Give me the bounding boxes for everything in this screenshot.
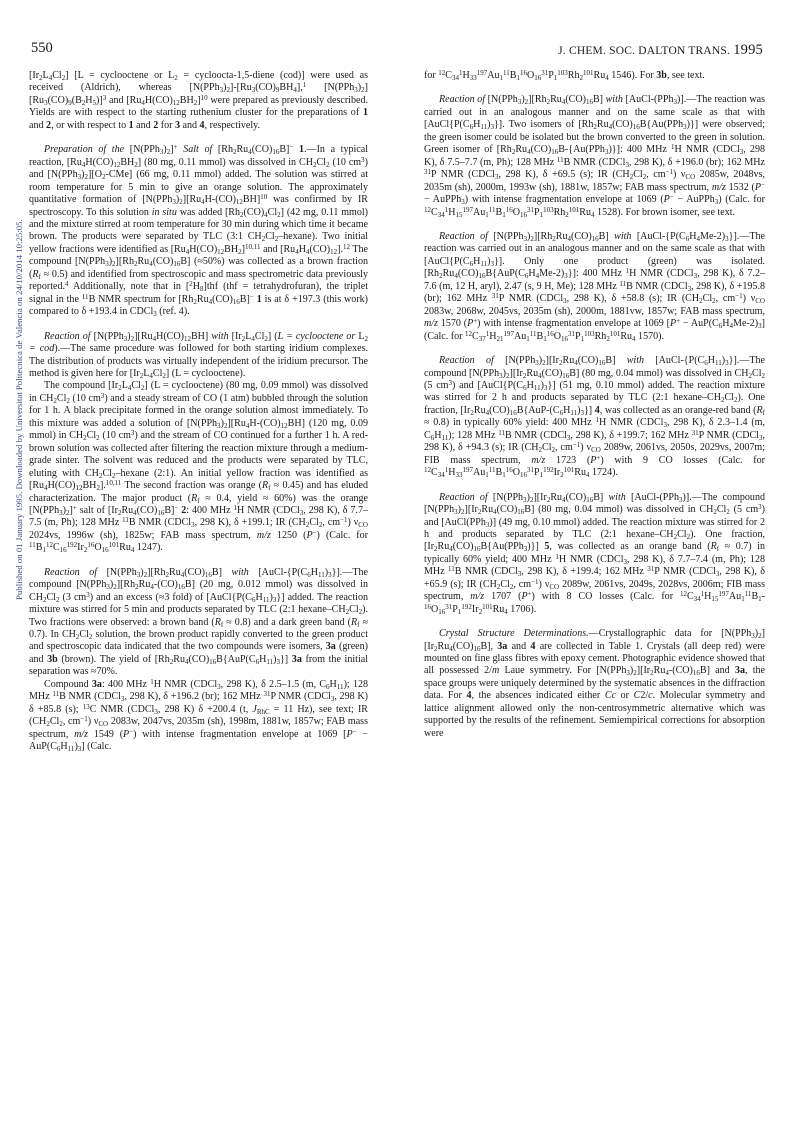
paragraph-preparation-salt: Preparation of the $[N(PPh_3)_2]^+$ Salt of $[Rh_2Ru_4(CO)_{16}B]^-$ 1.—In a typical reaction, $[Ru_4H(CO)_{12}BH_2]$ (80 mg, 0.11 mmol) was dissolved in $CH_2Cl_2$ (10 $cm^3$) and $[N(PPh_3)_2][O_2-CMe]$ (66 mg, 0.11 mmol) added. The solution was stirred at room temperature for 5 min to give an orange solution. The approximately quantitative formation of $[N(PPh_3)_2][Ru_4H-(CO)_{12}BH]^{10}$ was confirmed by IR spectroscopy. To this solution in situ was added $[Rh_2(CO)_4Cl_2]$ (42 mg, 0.11 mmol) and the mixture stirred at room temperature for 30 min during which time it became brown. The products were separated by TLC (3:1 $CH_2Cl_2-hexane$). Two initial yellow fractions were identified as $[Ru_4H(CO)_{12}BH_2]^{10,11}$ and $[Ru_4H_4(CO)_{12}].^{12}$ The compound $[N(PPh_3)_2][Rh_2Ru_4(CO)_{16}B]$ (≈50%) was collected as a brown fraction $(R_f \approx 0.5)$ and identified from spectroscopic and mass spectrometric data previously reported.$^4$ Additionally, note that in $[^2H_8]thf$ (thf = tetrahydrofuran), the triplet signal in the $^{11}$B NMR spectrum for $[Rh_2Ru_4(CO)_{16}B]^-$ 1 is at δ +197.3 (this work) compared to δ +193.4 in CDCl$_3$ (ref. 4). — [29, 143, 369, 319]
download-notice: Published on 01 January 1995. Downloaded by Universitat Politecnica de Valencia on 24/10/2014 10:25:05. — [14, 219, 24, 600]
right-column — [424, 70, 765, 740]
paragraph-compound-3-continued: for $^{12}C_{34}^1H_{33}^{197}Au_1^{11}B_1^{16}O_{16}^{31}P_1^{103}Rh_2^{101}Ru_4$ 1546). For 3b, see text. — [424, 69, 705, 82]
download-watermark — [2, 120, 24, 1000]
paragraph-compound-5: Reaction of $[N(PPh_3)_2][Ir_2Ru_4(CO)_{16}B]$ with [AuCl-(PPh$_3$)].—The compound $[N(PPh_3)_2][Ir_2Ru_4(CO)_{16}B]$ (80 mg, 0.04 mmol) was dissolved in $CH_2Cl_2$ (5 $cm^3$) and [AuCl(PPh$_3$)] (49 mg, 0.10 mmol) added. The reaction mixture was stirred for 2 h and products separated by TLC (2:1 hexane–$CH_2Cl_2$). One fraction, $[Ir_2Ru_4(CO)_{16}B\{Au(PPh_3)\}]$ 5, was collected as an orange band $(R_f \approx 0.7)$ in typically 60% yield; 400 MHz $^1$H NMR (CDCl$_3$, 298 K), δ 7.7–7.4 (m, Ph); 128 MHz $^{11}$B NMR (CDCl$_3$, 298 K), δ +199.4; 162 MHz $^{31}$P NMR (CDCl$_3$, 298 K), δ +65.9 (s); IR ($CH_2Cl_2$, $cm^{-1}$) $\nu_{CO}$ 2089w, 2061vs, 2049s, 2028vs, 2006m; FIB mass spectrum, m/z 1707 (P+) with 8 CO losses (Calc. for $^{12}C_{34}^1H_{15}^{197}Au_1^{11}B_1-^{16}O_{16}^{31}P_1^{192}Ir_2^{101}Ru_4$ 1706). — [424, 491, 765, 616]
journal-year: 1995 — [733, 42, 763, 58]
paragraph-auclpph3-reaction: Reaction of $[N(PPh_3)_2][Rh_2Ru_4(CO)_{16}B]$ with [AuCl-(PPh$_3$)].—The reaction was carried out in an analogous manner and on the same scale as that with $[AuCl\{P(C_6H_{11})_3\}]$. Two isomers of $[Rh_2Ru_4(CO)_{16}B\{Au(PPh_3)\}]$ were observed; the green isomer could be isolated but the brown converted to the green in solution. Green isomer of $[Rh_2Ru_4(CO)_{16}B-\{Au(PPh_3)\}]$: 400 MHz $^1$H NMR (CDCl$_3$, 298 K), δ 7.5–7.7 (m, Ph); 128 MHz $^{11}$B NMR (CDCl$_3$, 298 K), δ +196.0 (br); 162 MHz $^{31}$P NMR (CDCl$_3$, 298 K), δ +69.5 (s); IR ($CH_2Cl_2$, $cm^{-1}$) $\nu_{CO}$ 2085w, 2048vs, 2035m (sh), 2000m, 1993w (sh), 1881w, 1857w; FAB mass spectrum, m/z 1532 (P− − AuPPh$_3$) with intense fragmentation envelope at 1069 (P− − AuPPh$_3$) (Calc. for $^{12}C_{34}^1H_{15}^{197}Au_1^{11}B_1^{16}O_{16}^{31}P_1^{103}Rh_2^{101}Ru_4$ 1528). For brown isomer, see text. — [424, 94, 765, 219]
left-column — [29, 70, 368, 754]
page-number: 550 — [31, 40, 53, 56]
journal-name: J. CHEM. SOC. DALTON TRANS. — [558, 45, 731, 57]
paragraph-compound-3: Reaction of $[N(PPh_3)_2][Rh_2Ru_4(CO)_{16}B]$ with $[AuCl-\{P(C_6H_{11})_3\}].—The$ compound $[N(PPh_3)_2][Rh_2Ru_4-(CO)_{16}B]$ (20 mg, 0.012 mmol) was dissolved in $CH_2Cl_2$ (3 $cm^3$) and an excess (≈3 fold) of $[AuCl\{P(C_6H_{11})_3\}]$ added. The reaction mixture was stirred for 5 min and products separated by TLC (2:1 hexane–$CH_2Cl_2$). Two fractions were observed: a brown band $(R_f \approx 0.8)$ and a dark green band $(R_f \approx 0.7)$. In $CH_2Cl_2$ solution, the brown product rapidly converted to the green product and spectroscopic data indicated that the two compounds were isomers, 3a (green) and 3b (brown). The yield of $[Rh_2Ru_4(CO)_{16}B\{AuP(C_6H_{11})_3\}]$ 3a from the initial separation was ≈70%. — [29, 566, 369, 678]
paragraph-starting-materials: $[Ir_2L_4Cl_2] [L$ = cyclooctene or $L_2$ = cycloocta-1,5-diene (cod)] were used as received (Aldrich), whereas $[N(PPh_3)_2]-[Ru_3(CO)_9BH_4],^1$ $[N(PPh_3)_2][Ru_3(CO)_9(B_2H_5)]^3$ and $[Ru_4H(CO)_{12}BH_2]^{10}$ were prepared as previously described. Yields are with respect to the starting ruthenium cluster for the preparations of 1 and 2, or with respect to 1 and 2 for 3 and 4, respectively. — [29, 70, 368, 131]
paragraph-compound-4: Reaction of $[N(PPh_3)_2][Ir_2Ru_4(CO)_{16}B]$ with $[AuCl-\{P(C_6H_{11})_3\}].—The$ compound $[N(PPh_3)_2][Ir_2Ru_4(CO)_{16}B]$ (80 mg, 0.04 mmol) was dissolved in $CH_2Cl_2$ (5 $cm^3$) and $[AuCl\{P(C_6H_{11})_3\}]$ (51 mg, 0.10 mmol) added. The reaction mixture was stirred for 2 h and products separated by TLC (2:1 hexane–$CH_2Cl_2$). One fraction, $[Ir_2Ru_4(CO)_{16}B\{AuP-(C_6H_{11})_3\}]$ 4, was collected as an orange-red band $(R_f \approx 0.8)$ in typically 60% yield: 400 MHz $^1$H NMR (CDCl$_3$, 298 K), δ 2.3–1.4 (m, $C_6H_{11}$); 128 MHz $^{11}$B NMR (CDCl$_3$, 298 K), δ +199.7; 162 MHz $^{31}$P NMR (CDCl$_3$, 298 K), δ +94.3 (s); IR ($CH_2Cl_2$, $cm^{-1}$) $\nu_{CO}$ 2089w, 2061vs, 2050s, 2029vs, 2007m; FIB mass spectrum, m/z 1723 (P+) with 9 CO losses (Calc. for $^{12}C_{34}^1H_{33}^{197}Au_1^{11}B_1^{16}O_{16}^{31}P_1^{192}Ir_2^{101}Ru_4$ 1724). — [424, 355, 766, 480]
paragraph-compound-3a: Compound 3a: 400 MHz $^1$H NMR (CDCl$_3$, 298 K), δ 2.5–1.5 (m, $C_6H_{11}$); 128 MHz $^{11}$B NMR (CDCl$_3$, 298 K), δ +196.2 (br); 162 MHz $^{31}$P NMR (CDCl$_3$, 298 K) δ +85.8 (s); $^{13}$C NMR (CDCl$_3$, 298 K) δ +200.4 (t, $J_{RhC} = 11$ Hz), see text; IR ($CH_2Cl_2$, $cm^{-1}$) $\nu_{CO}$ 2083w, 2047vs, 2035m (sh), 1998m, 1881w, 1857w; FAB mass spectrum, m/z 1549 (P−) with intense fragmentation envelope at 1069 $[P^- - AuP(C_6H_{11})_3]$ (Calc. — [29, 677, 369, 754]
paragraph-tolyl-reaction: Reaction of $[N(PPh_3)_2][Rh_2Ru_4(CO)_{16}B]$ with $[AuCl-\{P(C_6H_4Me-2)_3\}].—The$ reaction was carried out in an analogous manner and on the same scale as that with $[AuCl\{P(C_6H_{11})_3\}]$. Only one product (green) was isolated. $[Rh_2Ru_4(CO)_{16}B\{AuP(C_6H_4Me-2)_3\}]$: 400 MHz $^1$H NMR (CDCl$_3$, 298 K), δ 7.2–7.6 (m, 12 H, aryl), 2.47 (s, 9 H, Me); 128 MHz $^{11}$B NMR (CDCl$_3$, 298 K), δ +195.8 (br); 162 MHz $^{31}$P NMR (CDCl$_3$, 298 K), δ +58.8 (s); IR ($CH_2Cl_2$, $cm^{-1}$) $\nu_{CO}$ 2083w, 2068w, 2045vs, 2035m (sh), 2000m, 1881vw, 1857w; FAB mass spectrum, m/z 1570 (P+) with intense fragmentation envelope at 1069 $[P^+ - AuP(C_6H_4Me-2)_3]$ (Calc. for $^{12}C_{37}^1H_{21}^{197}Au_1^{11}B_1^{16}O_{16}^{31}P_1^{103}Rh_2^{101}Ru_4$ 1570). — [424, 230, 765, 343]
paragraph-crystal-structure: Crystal Structure Determinations.—Crystallographic data for $[N(PPh_3)_2][Ir_2Ru_4(CO)_{16}B]$, 3a and 4 are collected in Table 1. Crystals (all deep red) were mounted on fine glass fibres with epoxy cement. Photographic evidence showed that all possessed 2/m Laue symmetry. For $[N(PPh_3)_2][Ir_2Ru_4-(CO)_{16}B]$ and 3a, the space groups were uniquely determined by the systematic absences in the diffraction data. For 4, the absences indicated either Cc or C2/c. Molecular symmetry and lattice alignment allowed only the non-centrosymmetric alternative which was supported by the results of the refinement. Semiempirical corrections for absorption were — [424, 628, 766, 739]
paragraph-iridium-reaction: Reaction of $[N(PPh_3)_2][Ru_4H(CO)_{12}BH]$ with $[Ir_2L_4Cl_2] (L$ = cyclooctene or $L_2$ = cod).—The same procedure was followed for both starting iridium complexes. The distribution of products was virtually independent of the iridium precursor. The method is given here for $[Ir_2L_4Cl_2] (L$ = cyclooctene). — [29, 330, 368, 380]
paragraph-compound-2: The compound $[Ir_2L_4Cl_2] (L$ = cyclooctene) (80 mg, 0.09 mmol) was dissolved in $CH_2Cl_2$ (10 $cm^3$) and a steady stream of CO (1 atm) bubbled through the solution for 1 h. A black precipitate formed in the orange solution almost immediately. To this mixture was added a solution of $[N(PPh_3)_2][Ru_4H-(CO)_{12}BH]$ (120 mg, 0.09 mmol) in $CH_2Cl_2$ (10 $cm^3$) and the stream of CO continued for a further 1 h. A red-brown solution was collected after filtering the reaction mixture through a medium-grade sinter. The solvent was reduced and the products were separated by TLC, eluting with $CH_2Cl_2$–hexane (2:1). An initial yellow fraction was identified as $[Ru_4H(CO)_{12}BH_2].^{10,11}$ The second fraction was orange $(R_f \approx 0.45)$ and has eluded characterization. The major product ($R_f \approx 0.4$, yield ≈ 60%) was the orange $[N(PPh_3)_2]^+$ salt of $[Ir_2Ru_4(CO)_{16}B]^-$ 2: 400 MHz $^1$H NMR (CDCl$_3$, 298 K), δ 7.7–7.5 (m, Ph); 128 MHz $^{11}$B NMR (CDCl$_3$, 298 K), δ +199.1; IR ($CH_2Cl_2$, $cm^{-1}$) $\nu_{CO}$ 2024vs, 1996w (sh), 1825w; FAB mass spectrum, m/z 1250 (P−) (Calc. for $^{11}B_1^{12}C_{16}^{192}Ir_2^{16}O_{16}^{101}Ru_4$ 1247). — [29, 380, 369, 555]
journal-header — [558, 42, 763, 59]
